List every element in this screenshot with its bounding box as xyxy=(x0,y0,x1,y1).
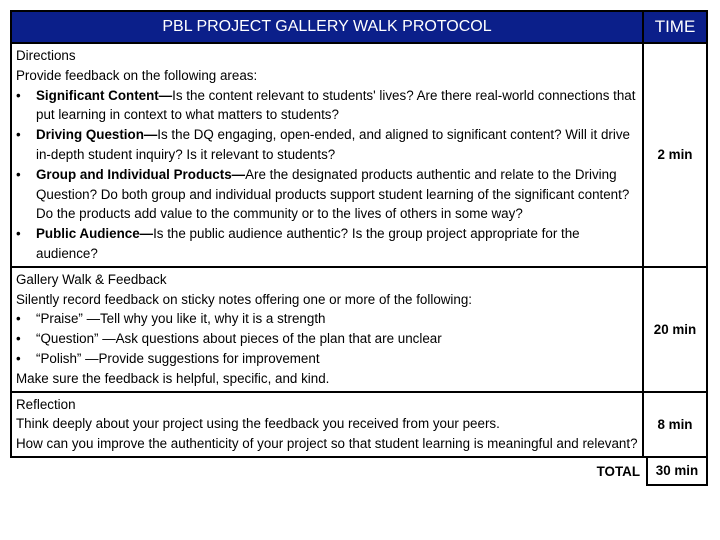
item-title: “Question” xyxy=(36,331,99,347)
bullet-icon: • xyxy=(16,87,21,103)
table-header xyxy=(10,10,708,44)
gallery-cell xyxy=(12,268,644,391)
item-title: “Praise” xyxy=(36,311,83,327)
total-label: TOTAL xyxy=(596,464,640,480)
item-title: Significant Content— xyxy=(36,87,173,103)
gallery-closing: Make sure the feedback is helpful, specific, and kind. xyxy=(16,370,330,386)
bullet-icon: • xyxy=(16,127,21,143)
item-title: Public Audience— xyxy=(36,226,154,242)
directions-time: 2 min xyxy=(657,147,693,163)
protocol-table xyxy=(10,10,708,486)
gallery-intro: Silently record feedback on sticky notes offering one or more of the following: xyxy=(16,291,473,307)
bullet-icon: • xyxy=(16,331,21,347)
list-item xyxy=(16,329,638,349)
time-column-header: TIME xyxy=(654,17,696,36)
list-item xyxy=(16,86,638,126)
bullet-icon: • xyxy=(16,166,21,182)
directions-row xyxy=(10,44,708,268)
item-title: Driving Question— xyxy=(36,127,158,143)
item-text: Is the public audience authentic? Is the group project appropriate for the audience? xyxy=(36,226,580,261)
item-text: Is the content relevant to students' lives? Are there real-world connections that put learning in context to what matters to students? xyxy=(36,87,636,123)
item-title: “Polish” xyxy=(36,350,82,366)
reflection-line1: Think deeply about your project using the feedback you received from your peers. xyxy=(16,416,500,432)
bullet-icon: • xyxy=(16,311,21,327)
item-text: —Ask questions about pieces of the plan that are unclear xyxy=(98,331,442,347)
item-text: Are the designated products authentic and relate to the Driving Question? Do both group and individual products support student learning of the significant content? Do the products add value to the community or to the lives of others in some way? xyxy=(36,166,630,222)
item-title: Group and Individual Products— xyxy=(36,166,246,182)
list-item xyxy=(16,349,638,369)
item-text: Is the DQ engaging, open-ended, and aligned to significant content? Will it drive in-depth student inquiry? Is it relevant to students? xyxy=(36,127,630,162)
reflection-heading: Reflection xyxy=(16,396,76,412)
list-item xyxy=(16,224,638,264)
table-title: PBL PROJECT GALLERY WALK PROTOCOL xyxy=(12,12,644,42)
bullet-icon: • xyxy=(16,226,21,242)
list-item xyxy=(16,125,638,165)
gallery-heading: Gallery Walk & Feedback xyxy=(16,271,167,287)
directions-intro: Provide feedback on the following areas: xyxy=(16,67,258,83)
reflection-line2: How can you improve the authenticity of your project so that student learning is meaningful and relevant? xyxy=(16,436,638,452)
list-item xyxy=(16,165,638,224)
list-item xyxy=(16,309,638,329)
item-text: —Provide suggestions for improvement xyxy=(81,350,320,366)
bullet-icon: • xyxy=(16,350,21,366)
directions-cell xyxy=(12,44,644,266)
gallery-time: 20 min xyxy=(653,321,697,337)
reflection-cell xyxy=(12,393,644,456)
directions-heading: Directions xyxy=(16,48,76,63)
item-text: —Tell why you like it, why it is a strength xyxy=(82,311,326,327)
total-value: 30 min xyxy=(646,458,708,486)
total-row xyxy=(10,458,708,486)
gallery-row xyxy=(10,268,708,393)
reflection-row xyxy=(10,393,708,458)
reflection-time: 8 min xyxy=(657,416,693,432)
